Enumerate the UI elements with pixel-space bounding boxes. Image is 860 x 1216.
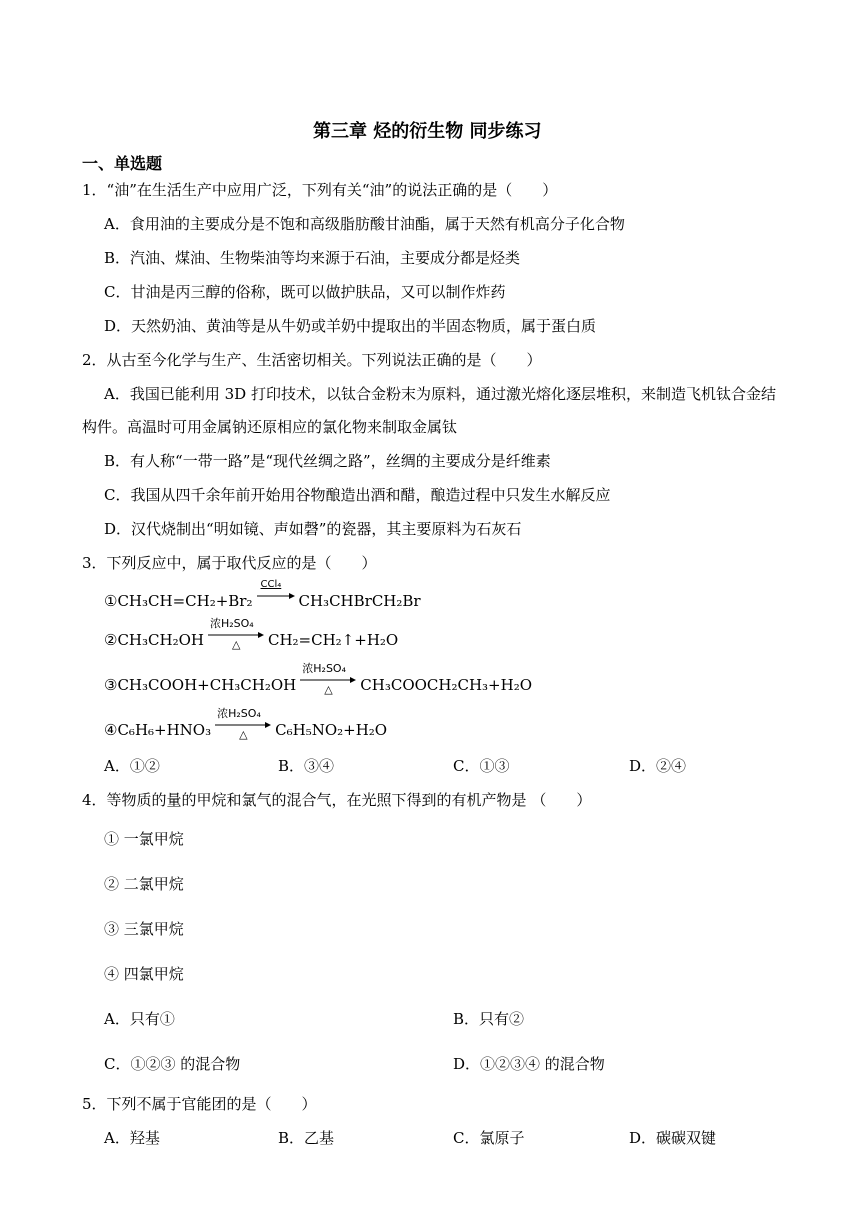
section-heading: 一、单选题 [82, 154, 163, 173]
q4-option-c[interactable]: C．①②③ 的混合物 [104, 1055, 241, 1073]
q4-item-2: ② 二氯甲烷 [104, 875, 184, 893]
reaction-1-solvent: CCl₄ [260, 579, 282, 590]
q1-stem: 1．“油”在生活生产中应用广泛，下列有关“油”的说法正确的是（ ） [82, 181, 558, 199]
q5-stem: 5．下列不属于官能团的是（ ） [82, 1095, 317, 1113]
q2-option-d[interactable]: D．汉代烧制出“明如镜、声如磬”的瓷器，其主要原料为石灰石 [104, 520, 522, 538]
reaction-3-reactants: ③CH₃COOH+CH₃CH₂OH [104, 676, 297, 694]
q3-option-c[interactable]: C．①③ [453, 757, 510, 775]
reaction-1-reactants: ①CH₃CH=CH₂+Br₂ [104, 592, 253, 610]
q5-option-b[interactable]: B．乙基 [278, 1129, 335, 1147]
q4-option-b[interactable]: B．只有② [453, 1010, 525, 1028]
q3-option-a[interactable]: A．①② [104, 757, 160, 775]
q1-option-c[interactable]: C．甘油是丙三醇的俗称，既可以做护肤品，又可以制作炸药 [104, 283, 506, 301]
reaction-2-products: CH₂=CH₂↑+H₂O [267, 631, 399, 649]
reaction-2-catalyst: 浓H₂SO₄ [209, 617, 254, 630]
q3-option-b[interactable]: B．③④ [278, 757, 335, 775]
reaction-2-heat: △ [231, 638, 241, 651]
q2-option-a-line1[interactable]: A．我国已能利用 3D 打印技术，以钛合金粉末为原料，通过激光熔化逐层堆积，来制造飞机钛合金结 [104, 385, 776, 403]
reaction-4-catalyst: 浓H₂SO₄ [217, 707, 261, 720]
arrow-icon [257, 592, 295, 600]
q2-stem: 2．从古至今化学与生产、生活密切相关。下列说法正确的是（ ） [82, 351, 542, 369]
q3-reaction-2 [104, 617, 399, 651]
q2-option-c[interactable]: C．我国从四千余年前开始用谷物酿造出酒和醋，酿造过程中只发生水解反应 [104, 486, 611, 504]
q3-reaction-1 [104, 579, 421, 610]
reaction-4-heat: △ [239, 728, 248, 741]
reaction-1-products: CH₃CHBrCH₂Br [298, 592, 421, 610]
q4-item-3: ③ 三氯甲烷 [104, 920, 184, 938]
q5-option-c[interactable]: C．氯原子 [453, 1129, 525, 1147]
q3-reaction-3 [104, 662, 533, 696]
page-title: 第三章 烃的衍生物 同步练习 [313, 121, 542, 142]
reaction-4-reactants: ④C₆H₆+HNO₃ [104, 721, 212, 739]
reaction-1-condition [257, 579, 295, 608]
q5-option-d[interactable]: D．碳碳双键 [629, 1129, 717, 1147]
reaction-3-catalyst: 浓H₂SO₄ [302, 662, 346, 675]
q3-reaction-4 [104, 707, 388, 741]
q2-option-a-line2[interactable]: 构件。高温时可用金属钠还原相应的氯化物来制取金属钛 [82, 418, 458, 436]
q5-option-a[interactable]: A．羟基 [104, 1129, 160, 1147]
q1-option-b[interactable]: B．汽油、煤油、生物柴油等均来源于石油，主要成分都是烃类 [104, 249, 521, 267]
q2-option-b[interactable]: B．有人称“一带一路”是“现代丝绸之路”，丝绸的主要成分是纤维素 [104, 452, 551, 470]
reaction-2-reactants: ②CH₃CH₂OH [104, 631, 204, 649]
q3-stem: 3．下列反应中，属于取代反应的是（ ） [82, 554, 377, 572]
reaction-2-condition [208, 617, 264, 651]
q4-item-1: ① 一氯甲烷 [104, 830, 184, 848]
reaction-3-heat: △ [324, 683, 333, 696]
q1-option-a[interactable]: A．食用油的主要成分是不饱和高级脂肪酸甘油酯，属于天然有机高分子化合物 [104, 215, 625, 233]
reaction-3-condition [300, 662, 356, 696]
q3-option-d[interactable]: D．②④ [629, 757, 687, 775]
reaction-4-condition [215, 707, 271, 741]
q4-option-a[interactable]: A．只有① [104, 1010, 175, 1028]
reaction-3-products: CH₃COOCH₂CH₃+H₂O [360, 676, 533, 694]
q4-stem: 4．等物质的量的甲烷和氯气的混合气，在光照下得到的有机产物是 （ ） [82, 791, 592, 809]
q4-option-d[interactable]: D．①②③④ 的混合物 [453, 1055, 605, 1073]
reaction-4-products: C₆H₅NO₂+H₂O [275, 721, 388, 739]
q4-item-4: ④ 四氯甲烷 [104, 965, 184, 983]
q1-option-d[interactable]: D．天然奶油、黄油等是从牛奶或羊奶中提取出的半固态物质，属于蛋白质 [104, 317, 597, 335]
